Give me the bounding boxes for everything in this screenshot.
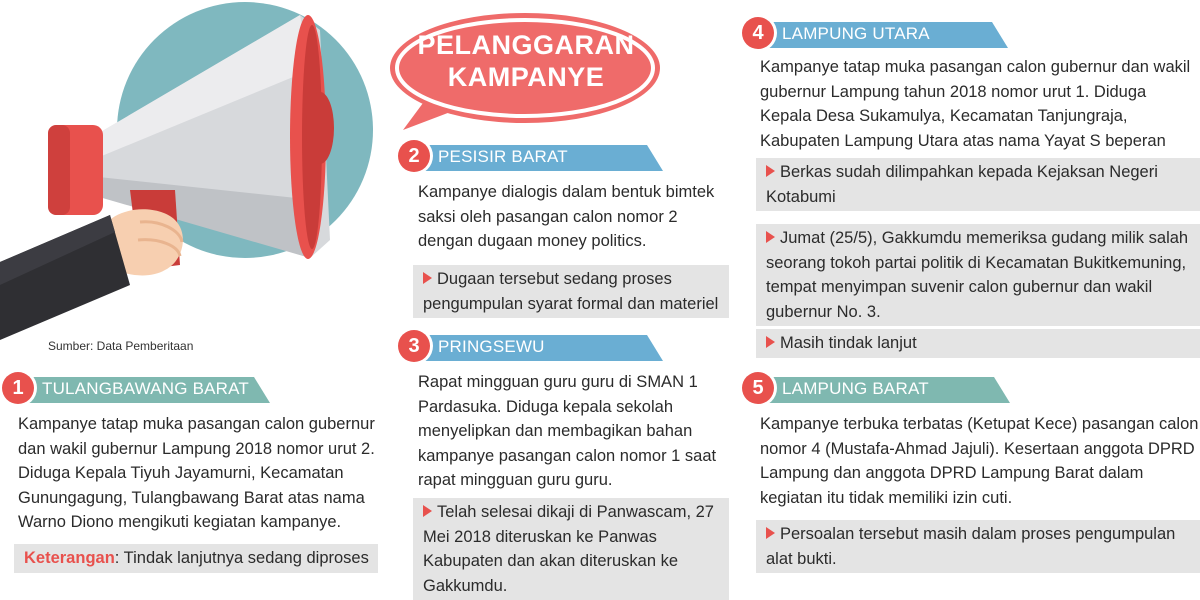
note-label: Keterangan xyxy=(24,549,115,567)
section-1-note xyxy=(14,544,378,573)
section-5-header xyxy=(742,375,1010,401)
bullet-triangle-icon xyxy=(423,272,432,284)
section-title: PESISIR BARAT xyxy=(438,147,568,166)
section-title: PRINGSEWU xyxy=(438,337,545,356)
section-3-header xyxy=(398,333,663,359)
section-5-note xyxy=(756,520,1200,573)
section-2-header xyxy=(398,143,663,169)
section-number-badge: 3 xyxy=(398,330,430,362)
section-number-badge: 4 xyxy=(742,17,774,49)
section-number-badge: 1 xyxy=(2,372,34,404)
section-3-note xyxy=(413,498,729,600)
section-4-note-2 xyxy=(756,224,1200,326)
section-number-badge: 5 xyxy=(742,372,774,404)
section-2-body: Kampanye dialogis dalam bentuk bimtek saksi oleh pasangan calon nomor 2 dengan dugaan money politics. xyxy=(418,183,715,250)
bullet-triangle-icon xyxy=(766,527,775,539)
note-text: Persoalan tersebut masih dalam proses pengumpulan alat bukti. xyxy=(766,525,1176,568)
note-text: Berkas sudah dilimpahkan kepada Kejaksan Negeri Kotabumi xyxy=(766,163,1158,206)
title-line-1: PELANGGARAN xyxy=(417,30,635,60)
section-title: LAMPUNG BARAT xyxy=(782,379,929,398)
section-4-body: Kampanye tatap muka pasangan calon gubernur dan wakil gubernur Lampung tahun 2018 nomor urut 1. Diduga Kepala Desa Sukamulya, Kecamatan Tanjungraja, Kabupaten Lampung Utara atas nama Yayat S beperan xyxy=(760,58,1191,150)
bullet-triangle-icon xyxy=(423,505,432,517)
section-3-body: Rapat mingguan guru guru di SMAN 1 Pardasuka. Diduga kepala sekolah menyelipkan dan membagikan bahan kampanye pasangan calon nomor 1 saat rapat mingguan guru guru. xyxy=(418,373,717,489)
section-1-header xyxy=(2,375,270,401)
section-number-badge: 2 xyxy=(398,140,430,172)
section-4-note-1 xyxy=(756,158,1200,211)
note-text: Telah selesai dikaji di Panwascam, 27 Mei 2018 diteruskan ke Panwas Kabupaten dan akan diteruskan ke Gakkumdu. xyxy=(423,503,714,595)
bullet-triangle-icon xyxy=(766,165,775,177)
note-text: Masih tindak lanjut xyxy=(780,334,917,352)
note-text: Jumat (25/5), Gakkumdu memeriksa gudang milik salah seorang tokoh partai politik di Kecamatan Bukitkemuning, tempat menyimpan suvenir calon gubernur dan wakil gubernur No. 3. xyxy=(766,229,1189,321)
note-text: Dugaan tersebut sedang proses pengumpulan syarat formal dan materiel xyxy=(423,270,719,313)
source-caption: Sumber: Data Pemberitaan xyxy=(48,339,194,353)
megaphone-illustration xyxy=(0,0,380,340)
section-5-body: Kampanye terbuka terbatas (Ketupat Kece) pasangan calon nomor 4 (Mustafa-Ahmad Jajuli). Kesertaan anggota DPRD Lampung dan anggota DPRD Lampung Barat dalam kegiatan itu tidak memiliki izin cuti. xyxy=(760,415,1199,507)
section-title: TULANGBAWANG BARAT xyxy=(42,379,249,398)
section-4-header xyxy=(742,20,1008,46)
section-title: LAMPUNG UTARA xyxy=(782,24,930,43)
note-text: : Tindak lanjutnya sedang diproses xyxy=(114,549,369,567)
section-1-body: Kampanye tatap muka pasangan calon gubernur dan wakil gubernur Lampung 2018 nomor urut 2. Diduga Kepala Tiyuh Jayamurni, Kecamatan Gunungagung, Tulangbawang Barat atas nama Warno Diono mengikuti kegiatan kampanye. xyxy=(18,415,375,531)
bullet-triangle-icon xyxy=(766,336,775,348)
bullet-triangle-icon xyxy=(766,231,775,243)
section-2-note xyxy=(413,265,729,318)
title-line-2: KAMPANYE xyxy=(447,62,605,92)
section-4-note-3 xyxy=(756,329,1200,358)
